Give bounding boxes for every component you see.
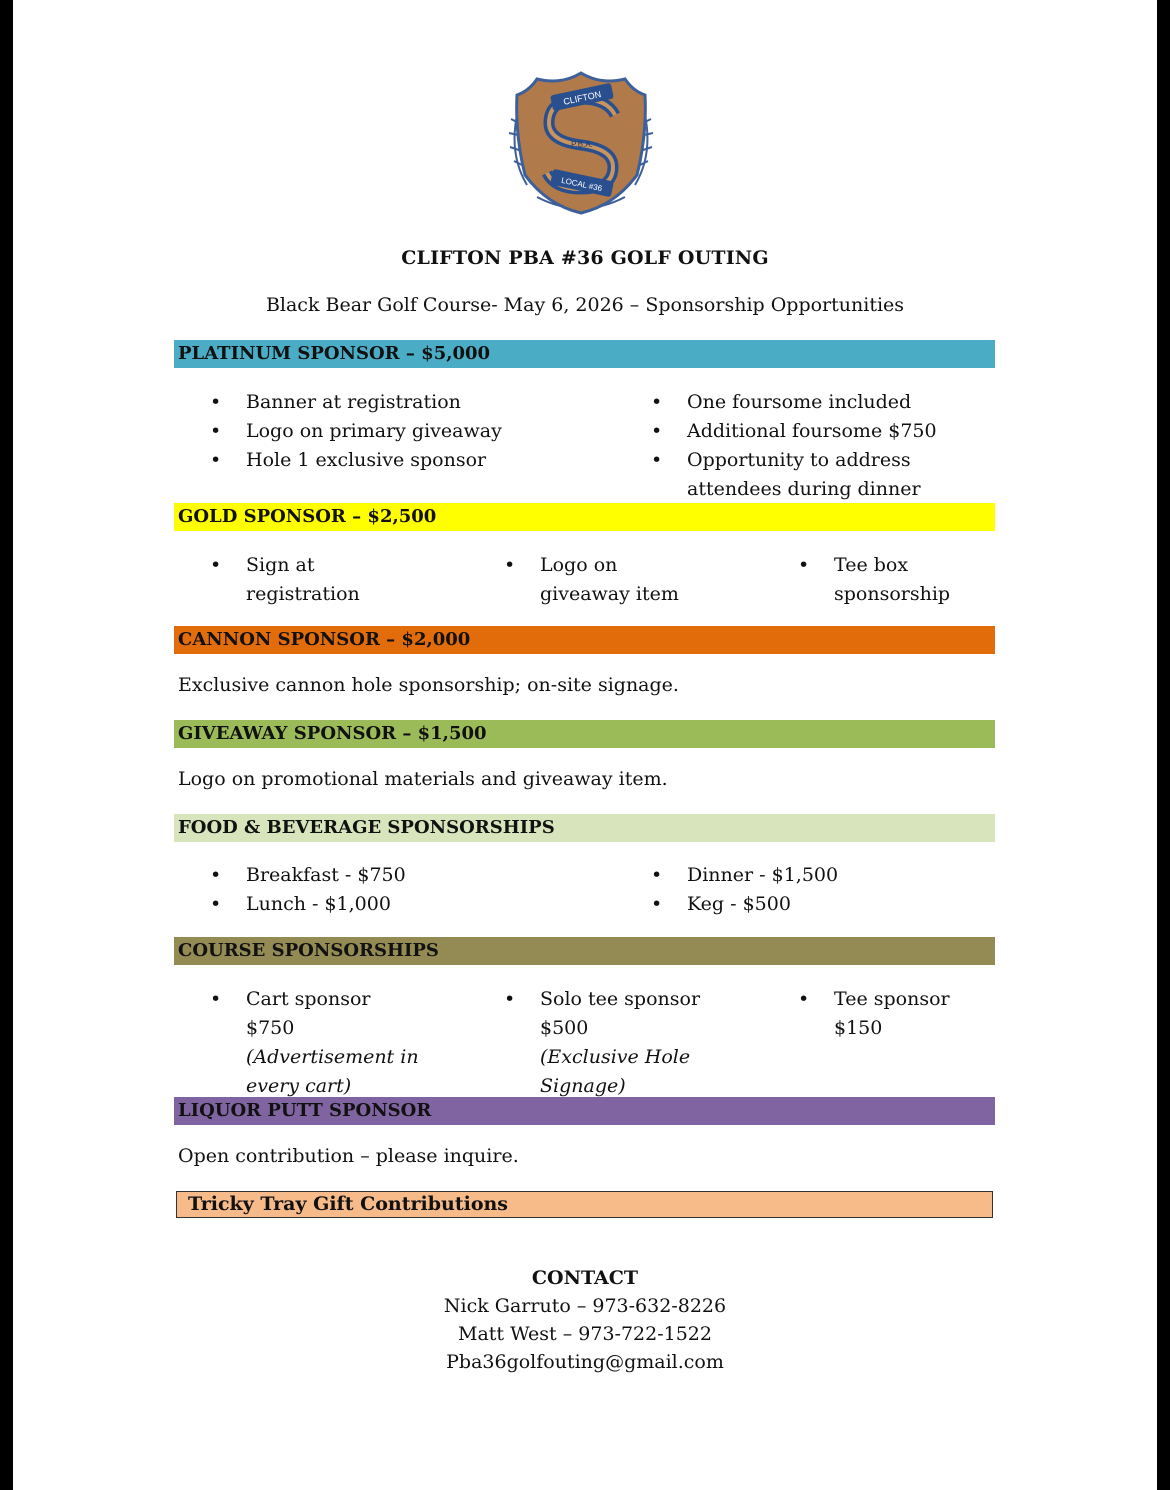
tricky-tray-heading: Tricky Tray Gift Contributions bbox=[176, 1191, 993, 1218]
logo-text-clifton: CLIFTON bbox=[562, 89, 603, 107]
list-item: • Sign at registration bbox=[210, 554, 360, 605]
liquor-description: Open contribution – please inquire. bbox=[178, 1145, 519, 1167]
page-title: CLIFTON PBA #36 GOLF OUTING bbox=[401, 247, 769, 269]
logo-text-local: LOCAL #36 bbox=[560, 175, 603, 194]
platinum-benefits-right bbox=[651, 388, 996, 504]
list-item: • Tee box sponsorship bbox=[798, 554, 951, 605]
course-item-cart bbox=[210, 985, 430, 1101]
pba-badge-logo bbox=[497, 65, 665, 217]
platinum-sponsor-heading: PLATINUM SPONSOR – $5,000 bbox=[174, 340, 995, 368]
gold-sponsor-heading: GOLD SPONSOR – $2,500 bbox=[174, 503, 995, 531]
list-item: • Additional foursome $750 bbox=[651, 420, 937, 442]
contact-block bbox=[0, 1264, 1170, 1376]
list-item: • One foursome included bbox=[651, 391, 912, 413]
list-item: • Breakfast - $750 bbox=[210, 864, 406, 886]
giveaway-sponsor-heading: GIVEAWAY SPONSOR – $1,500 bbox=[174, 720, 995, 748]
giveaway-description: Logo on promotional materials and giveaway item. bbox=[178, 768, 668, 790]
food-beverage-heading: FOOD & BEVERAGE SPONSORSHIPS bbox=[174, 814, 995, 842]
contact-heading: CONTACT bbox=[531, 1267, 639, 1289]
list-item: • Lunch - $1,000 bbox=[210, 893, 391, 915]
platinum-benefits-left bbox=[210, 388, 610, 475]
page-subtitle: Black Bear Golf Course- May 6, 2026 – Sponsorship Opportunities bbox=[265, 294, 905, 316]
gold-benefit-2 bbox=[504, 551, 704, 609]
gold-benefit-1 bbox=[210, 551, 410, 609]
contact-email[interactable]: Pba36golfouting@gmail.com bbox=[446, 1351, 724, 1373]
contact-matt: Matt West – 973-722-1522 bbox=[457, 1323, 712, 1345]
contact-nick: Nick Garruto – 973-632-8226 bbox=[443, 1295, 727, 1317]
course-item-solo-tee bbox=[504, 985, 714, 1101]
food-items-left bbox=[210, 861, 610, 919]
list-item: • Tee sponsor $150 bbox=[798, 988, 950, 1039]
list-item: • Cart sponsor $750 (Advertisement in every cart) bbox=[210, 988, 419, 1097]
list-item: • Solo tee sponsor $500 (Exclusive Hole Signage) bbox=[504, 988, 701, 1097]
liquor-putt-heading: LIQUOR PUTT SPONSOR bbox=[174, 1097, 995, 1125]
list-item: • Opportunity to address attendees during dinner bbox=[651, 449, 921, 500]
gold-benefit-3 bbox=[798, 551, 988, 609]
list-item: • Keg - $500 bbox=[651, 893, 791, 915]
cannon-sponsor-heading: CANNON SPONSOR – $2,000 bbox=[174, 626, 995, 654]
cannon-description: Exclusive cannon hole sponsorship; on-site signage. bbox=[178, 674, 679, 696]
list-item: • Logo on primary giveaway bbox=[210, 420, 502, 442]
food-items-right bbox=[651, 861, 996, 919]
list-item: • Logo on giveaway item bbox=[504, 554, 679, 605]
course-item-tee bbox=[798, 985, 988, 1043]
course-sponsorships-heading: COURSE SPONSORSHIPS bbox=[174, 937, 995, 965]
list-item: • Hole 1 exclusive sponsor bbox=[210, 449, 487, 471]
logo-text-pba: P.B.A. bbox=[571, 140, 593, 149]
list-item: • Banner at registration bbox=[210, 391, 461, 413]
list-item: • Dinner - $1,500 bbox=[651, 864, 839, 886]
